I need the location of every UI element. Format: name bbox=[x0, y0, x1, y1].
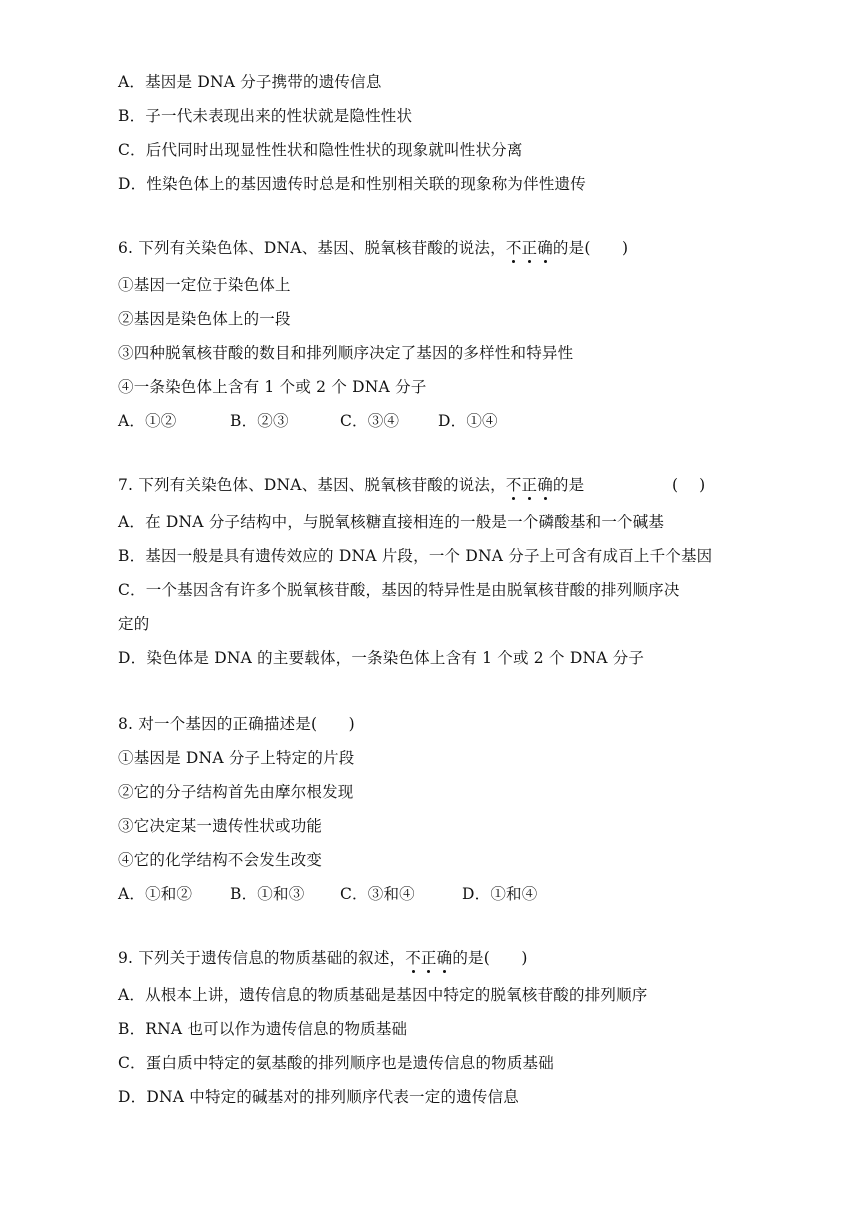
q6-option-c: C．③④ bbox=[340, 412, 400, 430]
q7-option-d: D．染色体是 DNA 的主要载体，一条染色体上含有 1 个或 2 个 DNA 分子 bbox=[118, 649, 645, 667]
q7-emphasis-2: 正 bbox=[521, 476, 538, 494]
q6-option-a: A．①② bbox=[118, 412, 177, 430]
q8-stem: 8. 对一个基因的正确描述是( ) bbox=[118, 715, 355, 733]
q6-item-3: ③四种脱氧核苷酸的数目和排列顺序决定了基因的多样性和特异性 bbox=[118, 344, 574, 362]
q9-option-c: C．蛋白质中特定的氨基酸的排列顺序也是遗传信息的物质基础 bbox=[118, 1054, 554, 1072]
q6-stem-before: 6. 下列有关染色体、DNA、基因、脱氧核苷酸的说法， bbox=[118, 239, 506, 257]
q9-stem bbox=[118, 948, 528, 968]
q8-option-c: C．③和④ bbox=[340, 885, 415, 903]
q7-emphasis-3: 确 bbox=[537, 476, 553, 494]
q7-stem-after: 的是 bbox=[552, 476, 585, 494]
q9-option-b: B．RNA 也可以作为遗传信息的物质基础 bbox=[118, 1020, 408, 1038]
q6-emphasis-1: 不 bbox=[505, 239, 522, 257]
q9-emphasis-1: 不 bbox=[405, 949, 421, 967]
q9-option-d: D．DNA 中特定的碱基对的排列顺序代表一定的遗传信息 bbox=[118, 1088, 519, 1106]
q8-option-a: A．①和② bbox=[118, 885, 193, 903]
q7-option-c-line2: 定的 bbox=[118, 615, 150, 633]
q5-option-c: C．后代同时出现显性性状和隐性性状的现象就叫性状分离 bbox=[118, 141, 523, 159]
q9-emphasis-2: 正 bbox=[420, 949, 437, 967]
q6-option-d: D．①④ bbox=[438, 412, 498, 430]
q6-option-b: B．②③ bbox=[230, 412, 289, 430]
q6-item-2: ②基因是染色体上的一段 bbox=[118, 310, 291, 328]
q6-emphasis-2: 正 bbox=[521, 239, 538, 257]
q8-item-3: ③它决定某一遗传性状或功能 bbox=[118, 817, 323, 835]
q8-option-d: D．①和④ bbox=[462, 885, 538, 903]
q6-item-4: ④一条染色体上含有 1 个或 2 个 DNA 分子 bbox=[118, 378, 427, 396]
q7-answer-bracket: ( ) bbox=[672, 476, 706, 494]
q7-option-a: A．在 DNA 分子结构中，与脱氧核糖直接相连的一般是一个磷酸基和一个碱基 bbox=[118, 513, 665, 531]
q6-stem-after: 的是( ) bbox=[552, 239, 629, 257]
q6-emphasis-3: 确 bbox=[537, 239, 553, 257]
q5-option-d: D．性染色体上的基因遗传时总是和性别相关联的现象称为伴性遗传 bbox=[118, 175, 586, 193]
q7-stem bbox=[118, 475, 584, 495]
q8-item-2: ②它的分子结构首先由摩尔根发现 bbox=[118, 783, 354, 801]
q8-item-1: ①基因是 DNA 分子上特定的片段 bbox=[118, 749, 355, 767]
q7-option-b: B．基因一般是具有遗传效应的 DNA 片段，一个 DNA 分子上可含有成百上千个基因 bbox=[118, 547, 713, 565]
q8-item-4: ④它的化学结构不会发生改变 bbox=[118, 851, 323, 869]
q8-options bbox=[118, 884, 537, 904]
q7-option-c-line1: C．一个基因含有许多个脱氧核苷酸，基因的特异性是由脱氧核苷酸的排列顺序决 bbox=[118, 581, 680, 599]
q7-emphasis-1: 不 bbox=[505, 476, 522, 494]
q9-emphasis-3: 确 bbox=[436, 949, 453, 967]
q6-stem bbox=[118, 238, 628, 258]
q9-option-a: A．从根本上讲，遗传信息的物质基础是基因中特定的脱氧核苷酸的排列顺序 bbox=[118, 986, 648, 1004]
q5-option-a: A．基因是 DNA 分子携带的遗传信息 bbox=[118, 73, 382, 91]
q6-item-1: ①基因一定位于染色体上 bbox=[118, 276, 291, 294]
q9-stem-after: 的是( ) bbox=[452, 949, 528, 967]
q8-option-b: B．①和③ bbox=[230, 885, 305, 903]
q5-option-b: B．子一代未表现出来的性状就是隐性性状 bbox=[118, 107, 413, 125]
q9-stem-before: 9. 下列关于遗传信息的物质基础的叙述， bbox=[118, 949, 406, 967]
q6-options bbox=[118, 411, 498, 431]
q7-stem-before: 7. 下列有关染色体、DNA、基因、脱氧核苷酸的说法， bbox=[118, 476, 506, 494]
